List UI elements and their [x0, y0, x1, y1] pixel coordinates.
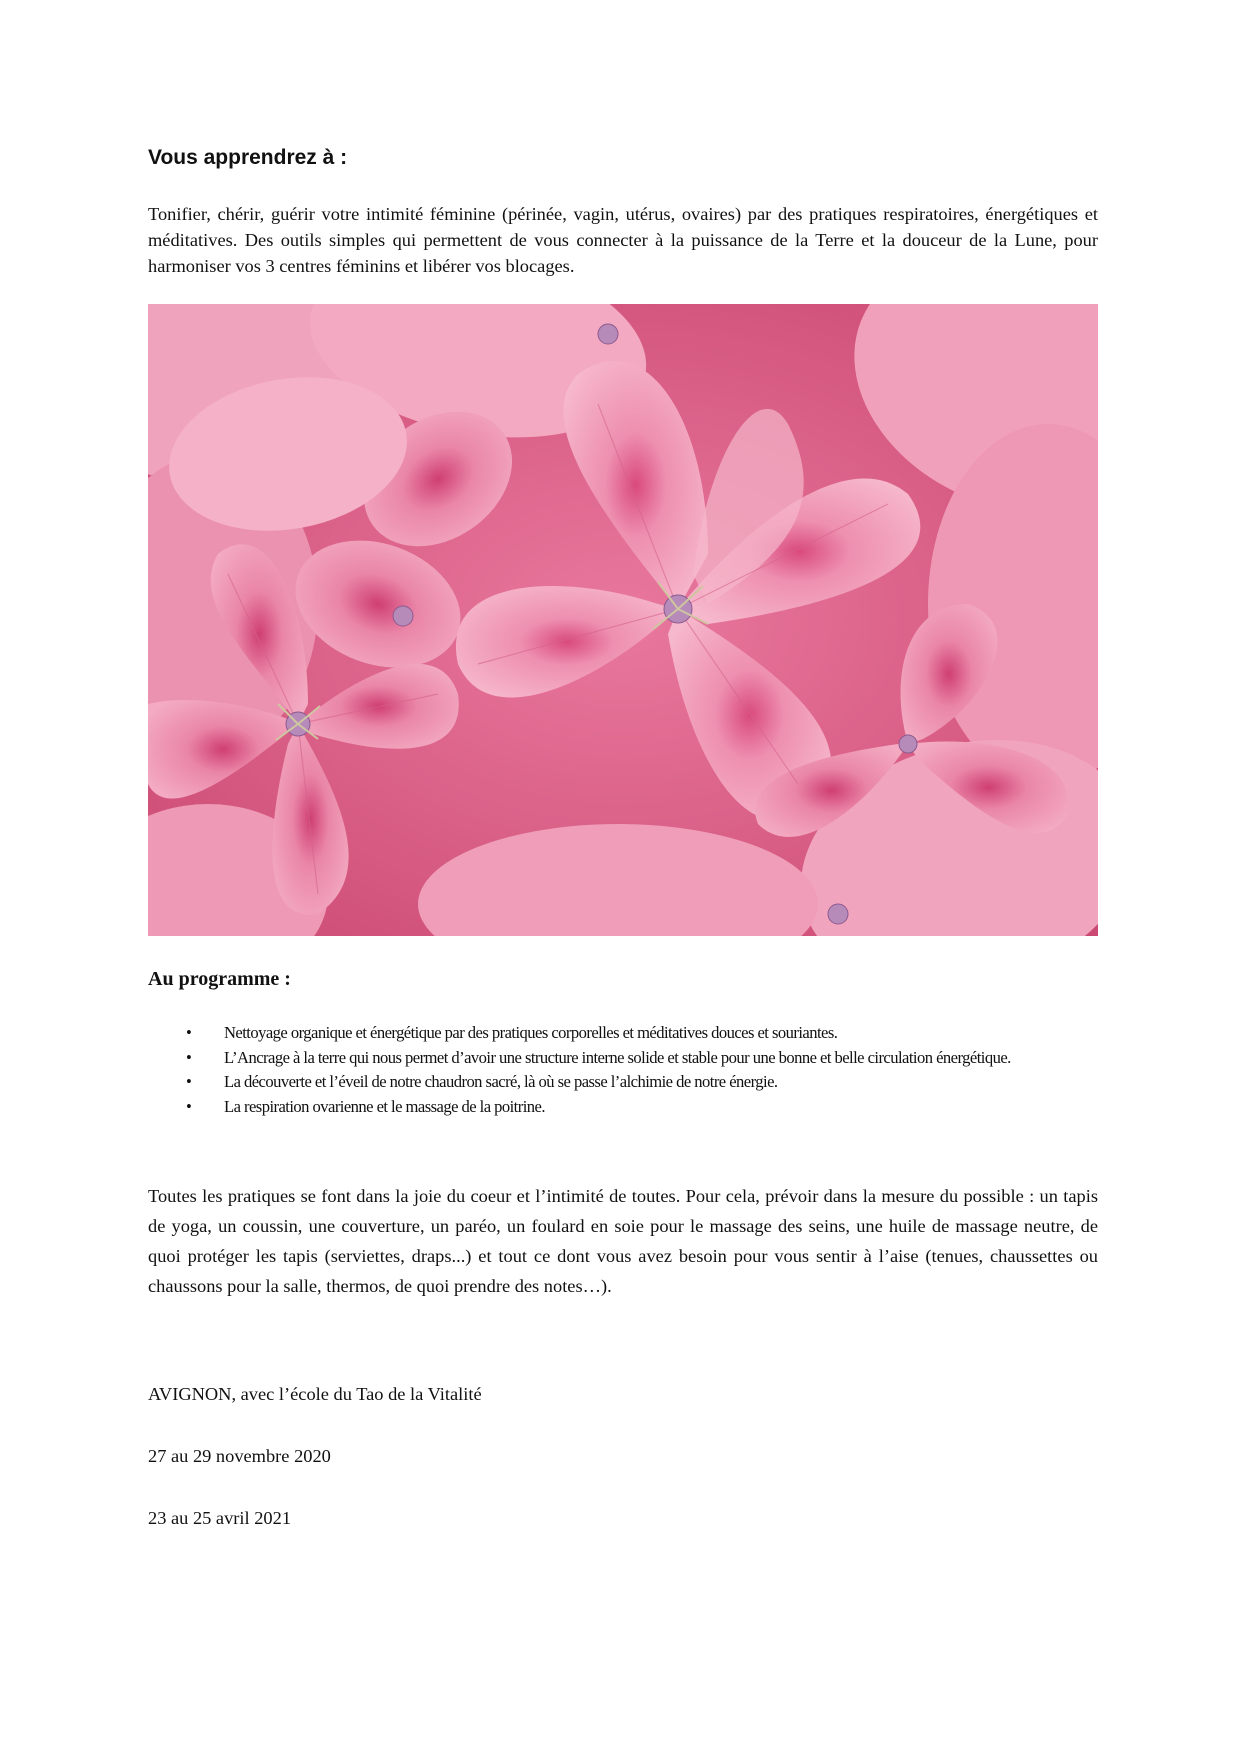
list-item: [148, 1046, 1098, 1071]
list-item-text: La découverte et l’éveil de notre chaudron sacré, là où se passe l’alchimie de notre énergie.: [224, 1072, 778, 1091]
list-item-text: Nettoyage organique et énergétique par des pratiques corporelles et méditatives douces et souriantes.: [224, 1023, 838, 1042]
list-item: [148, 1070, 1098, 1095]
list-item-text: L’Ancrage à la terre qui nous permet d’avoir une structure interne solide et stable pour une bonne et belle circulation énergétique.: [224, 1047, 1011, 1067]
bullet-icon: •: [186, 1096, 192, 1116]
program-heading: Au programme :: [148, 968, 291, 990]
list-item-text: La respiration ovarienne et le massage de la poitrine.: [224, 1096, 545, 1116]
learn-heading: Vous apprendrez à :: [148, 146, 348, 169]
bullet-icon: •: [186, 1072, 192, 1091]
event-date-2: 23 au 25 avril 2021: [148, 1508, 292, 1528]
bullet-icon: •: [186, 1047, 192, 1067]
bullet-icon: •: [186, 1023, 192, 1042]
list-item: [148, 1021, 1098, 1046]
intro-paragraph: Tonifier, chérir, guérir votre intimité féminine (périnée, vagin, utérus, ovaires) par des pratiques respiratoires, énergétiques et méditatives. Des outils simples qui permettent de vous connecter à la puissance de la Terre et la douceur de la Lune, pour harmoniser vos 3 centres féminins et libérer vos blocages.: [148, 204, 1098, 276]
event-date-1: 27 au 29 novembre 2020: [148, 1446, 331, 1466]
list-item: [148, 1095, 1098, 1120]
event-location: AVIGNON, avec l’école du Tao de la Vitalité: [148, 1384, 482, 1404]
closing-paragraph: Toutes les pratiques se font dans la joie du coeur et l’intimité de toutes. Pour cela, prévoir dans la mesure du possible : un tapis de yoga, un coussin, une couverture, un paréo, un foulard en soie pour le massage des seins, une huile de massage neutre, de quoi protéger les tapis (serviettes, draps...) et tout ce dont vous avez besoin pour vous sentir à l’aise (tenues, chaussettes ou chaussons pour la salle, thermos, de quoi prendre des notes…).: [148, 1186, 1098, 1296]
hydrangea-photo: [148, 304, 1098, 936]
program-list: [148, 1021, 1098, 1119]
